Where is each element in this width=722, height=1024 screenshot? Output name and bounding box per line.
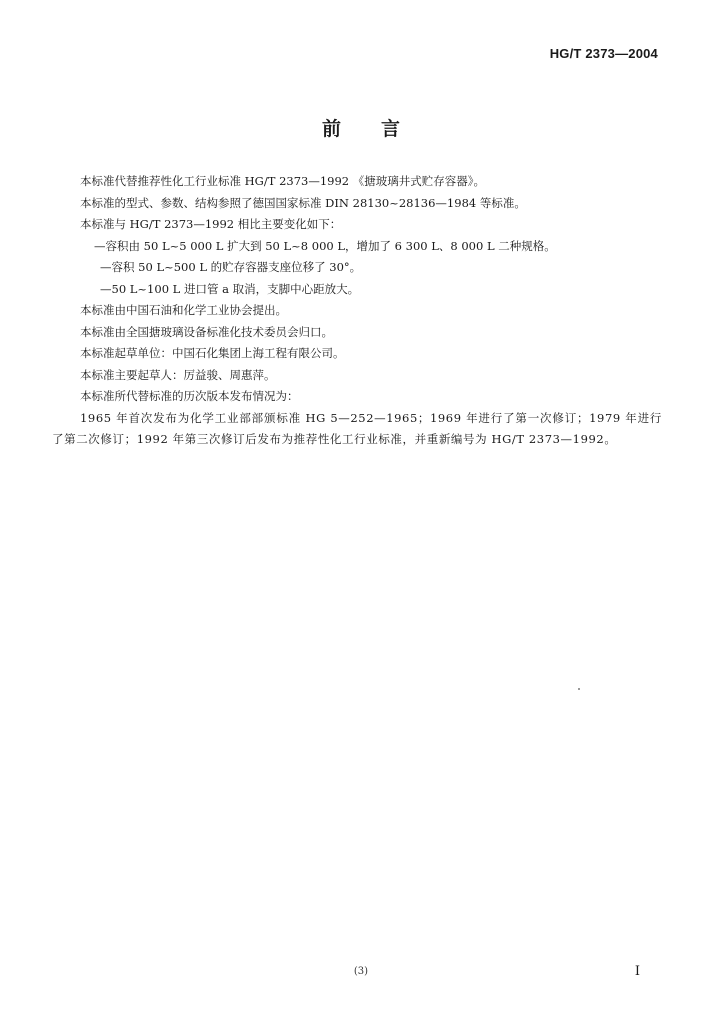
paragraph-reference-note: 本标准的型式、参数、结构参照了德国国家标准 DIN 28130~28136—1984 等标准。: [80, 195, 526, 210]
change-item-inlet: —50 L~100 L 进口管 a 取消，支脚中心距放大。: [100, 281, 360, 296]
change-item-capacity: —容积由 50 L~5 000 L 扩大到 50 L~8 000 L，增加了 6 300 L、8 000 L 二种规格。: [94, 238, 556, 253]
change-item-support: —容积 50 L~500 L 的贮存容器支座位移了 30°。: [100, 260, 362, 274]
document-body: [52, 171, 662, 451]
page-number: (3): [353, 966, 369, 977]
paragraph-replacement-note: 本标准代替推荐性化工行业标准 HG/T 2373—1992 《搪玻璃井式贮存容器》。: [80, 174, 486, 188]
paragraph-proposer: 本标准由中国石油和化学工业协会提出。: [80, 303, 287, 317]
paragraph-changes-intro: 本标准与 HG/T 2373—1992 相比主要变化如下：: [80, 217, 342, 231]
paragraph-history: 1965 年首次发布为化学工业部部颁标准 HG 5—252—1965；1969 年进行了第一次修订；1979 年进行了第二次修订；1992 年第三次修订后发布为推荐性化工行业标准，并重新编号为 HG/T 2373—1992。: [52, 410, 662, 446]
paragraph-history-intro: 本标准所代替标准的历次版本发布情况为：: [80, 389, 299, 403]
paragraph-drafters: 本标准主要起草人：厉益骏、周惠萍。: [80, 367, 276, 382]
page-title: 前言: [321, 118, 440, 140]
roman-page-number: I: [634, 964, 640, 979]
paragraph-drafting-unit: 本标准起草单位：中国石化集团上海工程有限公司。: [80, 346, 345, 360]
scan-speck: [578, 688, 580, 690]
paragraph-committee: 本标准由全国搪玻璃设备标准化技术委员会归口。: [80, 324, 333, 339]
standard-code: HG/T 2373—2004: [549, 46, 658, 61]
